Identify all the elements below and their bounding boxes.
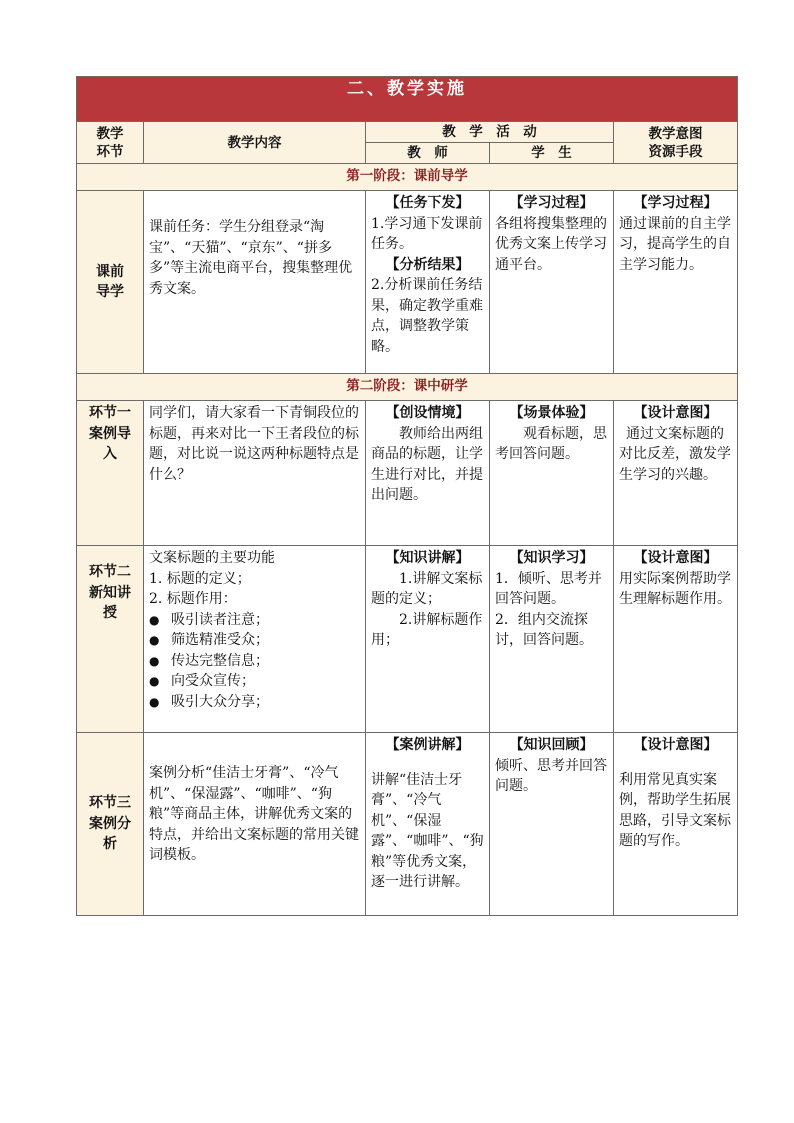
title-row xyxy=(77,77,738,122)
list-item: ● 筛选精准受众； xyxy=(149,630,360,651)
teacher-pre-tag2: 【分析结果】 xyxy=(385,256,470,273)
student-step2-tag: 【知识学习】 xyxy=(509,550,594,566)
intent-pre-text: 通过课前的自主学习，提高学生的自主学习能力。 xyxy=(619,215,731,273)
row-step-1 xyxy=(77,401,738,546)
content-step3-text: 案例分析“佳洁士牙膏”、“冷气机”、“保湿露”、“咖啡”、“狗粮”等商品主体，讲解优秀文案的特点，并给出文案标题的常用关键词模板。 xyxy=(149,765,359,863)
stage-step2-l2: 新知讲 xyxy=(89,584,131,601)
bullet-icon: ● xyxy=(149,612,160,627)
row-pre-class xyxy=(77,191,738,374)
teacher-pre-text1: 1.学习通下发课前任务。 xyxy=(371,215,483,252)
list-item: ● 吸引读者注意； xyxy=(149,610,360,631)
teacher-step-1 xyxy=(366,401,490,546)
teacher-step-3 xyxy=(366,733,490,916)
header-intent-line1: 教学意图 xyxy=(648,125,703,142)
stage-step2-l3: 授 xyxy=(103,605,117,621)
header-teacher: 教 师 xyxy=(366,143,490,164)
student-step-1 xyxy=(490,401,614,546)
stage-step3-l1: 环节三 xyxy=(89,795,131,812)
intent-step-2 xyxy=(614,546,738,733)
intent-pre-class xyxy=(614,191,738,374)
stage-pre-l2: 导学 xyxy=(96,284,124,300)
bullet-icon: ● xyxy=(149,694,160,709)
header-stage-line1: 教学 xyxy=(96,125,124,142)
teacher-step3-tag: 【案例讲解】 xyxy=(385,737,470,753)
list-item: ● 向受众宣传； xyxy=(149,671,360,692)
bullet-icon: ● xyxy=(149,674,160,688)
student-step1-text: 观看标题，思考回答问题。 xyxy=(495,425,607,462)
header-intent xyxy=(614,122,738,164)
content-step1-text: 同学们，请大家看一下青铜段位的标题，再来对比一下王者段位的标题，对比说一说这两种标题特点是什么？ xyxy=(149,405,359,483)
teacher-pre-class xyxy=(366,191,490,374)
content-pre-text: 课前任务：学生分组登录“淘宝”、“天猫”、“京东”、“拼多多”等主流电商平台，搜集整理优秀文案。 xyxy=(149,219,353,297)
content-step2-title: 文案标题的主要功能 xyxy=(149,550,275,566)
stage-step1-l2: 案例导 xyxy=(89,425,131,442)
intent-step3-text: 利用常见真实案例，帮助学生拓展思路，引导文案标题的写作。 xyxy=(619,771,731,849)
teacher-pre-tag1: 【任务下发】 xyxy=(385,195,470,211)
stage-step-1 xyxy=(77,401,144,546)
stage-step3-l3: 析 xyxy=(103,836,117,853)
stage-step-3 xyxy=(77,733,144,916)
header-activity: 教 学 活 动 xyxy=(366,122,614,143)
header-row-1 xyxy=(77,122,738,143)
intent-step3-tag: 【设计意图】 xyxy=(633,737,718,753)
header-stage-line2: 环节 xyxy=(96,143,124,160)
list-item: ● 传达完整信息； xyxy=(149,651,360,672)
stage-step1-l1: 环节一 xyxy=(89,405,131,421)
section-title: 二、教学实施 xyxy=(77,77,738,122)
phase-row-1 xyxy=(77,164,738,191)
student-step-3 xyxy=(490,733,614,916)
stage-step2-l1: 环节二 xyxy=(89,564,131,580)
student-step1-tag: 【场景体验】 xyxy=(509,405,594,421)
teacher-step1-tag: 【创设情境】 xyxy=(385,405,470,421)
content-pre-class xyxy=(144,191,366,374)
intent-pre-tag: 【学习过程】 xyxy=(633,195,718,211)
header-stage xyxy=(77,122,144,164)
student-step3-text: 倾听、思考并回答问题。 xyxy=(495,757,607,794)
stage-step-2 xyxy=(77,546,144,733)
teacher-step2-tag: 【知识讲解】 xyxy=(385,550,470,566)
teacher-step3-text: 讲解“佳洁士牙膏”、“冷气机”、“保湿露”、“咖啡”、“狗粮”等优秀文案，逐一进行讲解。 xyxy=(371,771,484,890)
stage-pre-class xyxy=(77,191,144,374)
list-item: ● 吸引大众分享； xyxy=(149,692,360,713)
intent-step1-tag: 【设计意图】 xyxy=(633,405,718,421)
row-step-3 xyxy=(77,733,738,916)
header-content: 教学内容 xyxy=(144,122,366,164)
intent-step-1 xyxy=(614,401,738,546)
student-step2-text2: 2．组内交流探讨，回答问题。 xyxy=(495,611,593,648)
student-step3-tag: 【知识回顾】 xyxy=(509,737,594,753)
row-step-2 xyxy=(77,546,738,733)
student-pre-tag: 【学习过程】 xyxy=(509,195,594,211)
content-step-2 xyxy=(144,546,366,733)
intent-step2-tag: 【设计意图】 xyxy=(633,550,718,566)
student-step-2 xyxy=(490,546,614,733)
teacher-step2-text1: 1.讲解文案标题的定义； xyxy=(371,570,483,607)
phase-2-label: 第二阶段：课中研学 xyxy=(77,374,738,401)
content-step-1 xyxy=(144,401,366,546)
intent-step1-text: 通过文案标题的对比反差，激发学生学习的兴趣。 xyxy=(619,425,731,483)
student-pre-text: 各组将搜集整理的优秀文案上传学习通平台。 xyxy=(495,215,607,273)
content-step-3 xyxy=(144,733,366,916)
stage-pre-l1: 课前 xyxy=(96,263,124,280)
stage-step1-l3: 入 xyxy=(103,446,117,462)
content-step2-item2: 2. 标题作用： xyxy=(149,591,237,607)
student-pre-class xyxy=(490,191,614,374)
teacher-pre-text2: 2.分析课前任务结果，确定教学重难点，调整教学策略。 xyxy=(371,277,483,355)
phase-1-label: 第一阶段：课前导学 xyxy=(77,164,738,191)
bullet-icon: ● xyxy=(149,633,160,647)
stage-step3-l2: 案例分 xyxy=(89,815,131,832)
content-step2-item1: 1. 标题的定义； xyxy=(149,570,251,587)
intent-step-3 xyxy=(614,733,738,916)
header-intent-line2: 资源手段 xyxy=(648,143,703,160)
intent-step2-text: 用实际案例帮助学生理解标题作用。 xyxy=(619,570,731,607)
teacher-step2-text2: 2.讲解标题作用； xyxy=(371,611,483,648)
phase-row-2 xyxy=(77,374,738,401)
teaching-plan-table xyxy=(76,76,738,916)
header-student: 学 生 xyxy=(490,143,614,164)
teacher-step-2 xyxy=(366,546,490,733)
teacher-step1-text: 教师给出两组商品的标题，让学生进行对比，并提出问题。 xyxy=(371,425,483,503)
student-step2-text1: 1．倾听、思考并回答问题。 xyxy=(495,570,602,607)
bullet-icon: ● xyxy=(149,653,160,668)
